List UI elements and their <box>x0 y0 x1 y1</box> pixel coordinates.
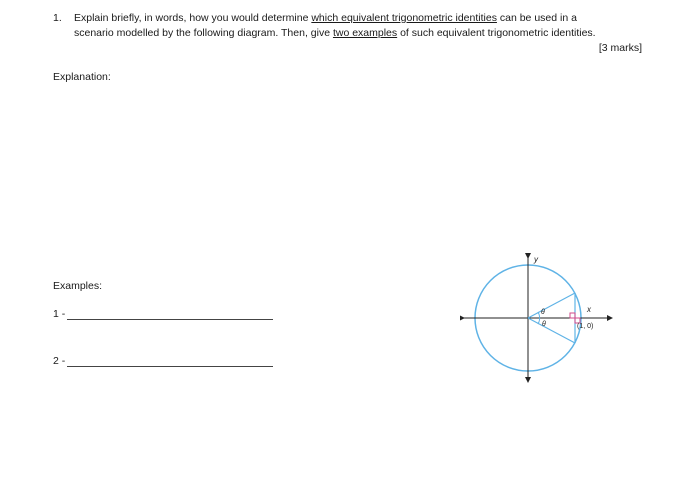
question-line-2 <box>74 27 596 39</box>
underlined-phrase: which equivalent trigonometric identities <box>311 12 497 24</box>
y-label: y <box>534 255 538 264</box>
examples-label: Examples: <box>53 280 103 292</box>
x-label: x <box>587 305 591 314</box>
lower-radius <box>528 318 575 343</box>
explanation-label: Explanation: <box>53 71 111 83</box>
question-text: of such equivalent trigonometric identities. <box>397 27 596 39</box>
underlined-phrase: two examples <box>332 27 398 39</box>
example-row-2 <box>53 355 273 367</box>
upper-radius <box>528 293 575 318</box>
marks-label: [3 marks] <box>598 42 642 54</box>
question-text: scenario modelled by the following diagram. Then, give <box>74 27 333 39</box>
point-label: (1, 0) <box>577 323 594 330</box>
question-text: Explain briefly, in words, how you would determine <box>74 12 312 24</box>
question-text: can be used in a <box>496 12 577 24</box>
unit-circle-diagram <box>460 248 650 388</box>
right-angle-mark <box>570 313 575 318</box>
answer-line[interactable] <box>67 308 273 320</box>
theta-lower-label: θ <box>542 321 546 328</box>
question-line-1 <box>74 12 577 24</box>
answer-line[interactable] <box>67 355 273 367</box>
theta-upper-label: θ <box>541 309 545 316</box>
example-row-1 <box>53 308 273 320</box>
question-number: 1. <box>53 12 62 24</box>
example-number: 1 - <box>53 308 66 320</box>
example-number: 2 - <box>53 355 66 367</box>
